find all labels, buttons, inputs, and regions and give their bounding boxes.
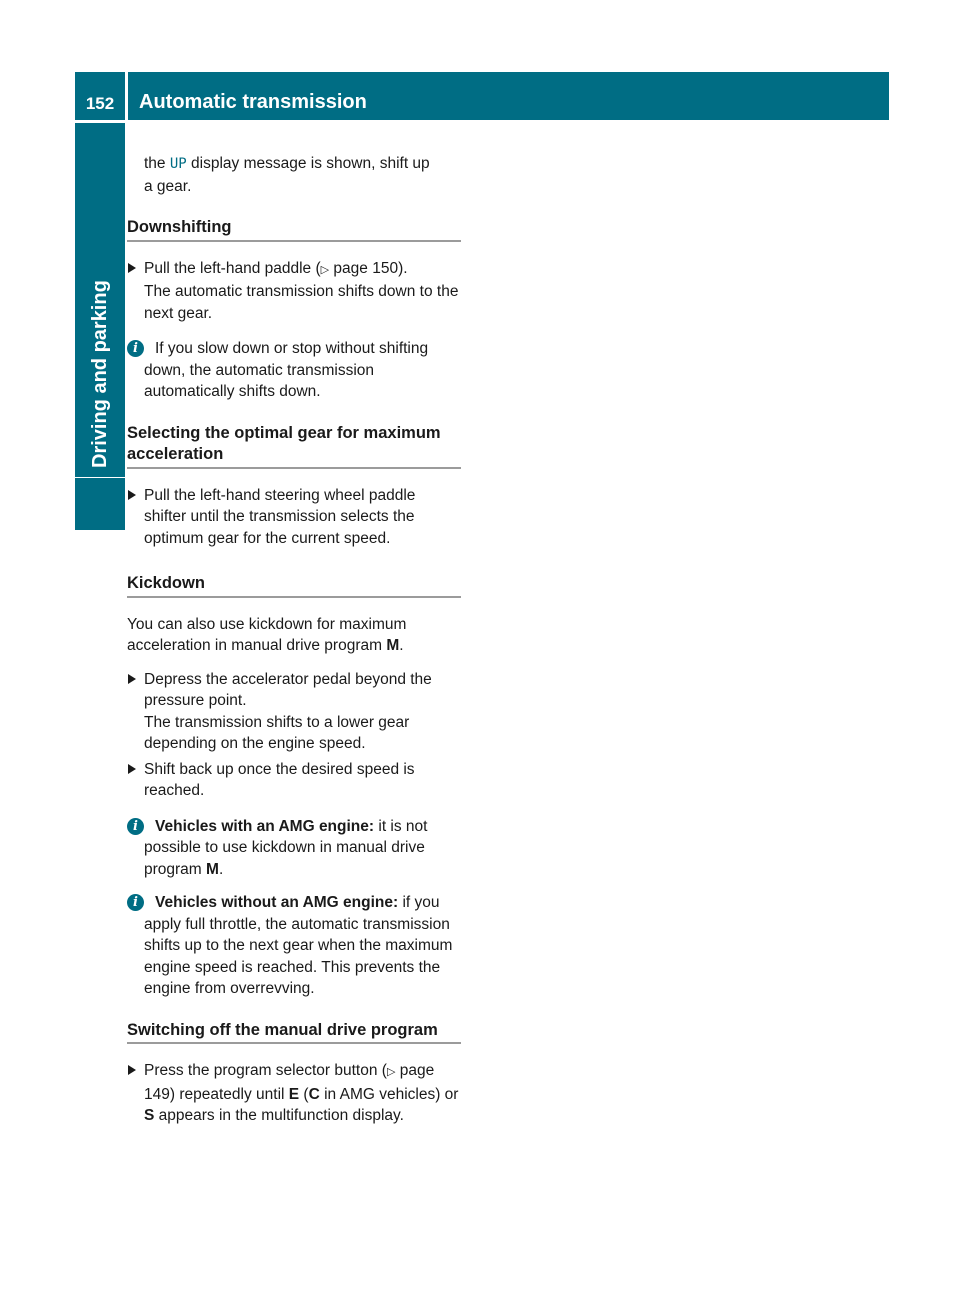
step-arrow-icon	[128, 764, 136, 774]
step-kickdown-depress: Depress the accelerator pedal beyond the pressure point. The transmission shifts to a lower gear depending on the engine speed.	[127, 669, 461, 755]
step-arrow-icon	[128, 490, 136, 500]
heading-downshifting: Downshifting	[127, 217, 461, 242]
kickdown-intro: You can also use kickdown for maximum acceleration in manual drive program M.	[127, 615, 407, 654]
page-title: Automatic transmission	[128, 72, 889, 120]
step-arrow-icon	[128, 674, 136, 684]
step-optimal-gear: Pull the left-hand steering wheel paddle shifter until the transmission selects the optimum gear for the current speed.	[127, 485, 461, 550]
step-downshift: Pull the left-hand paddle (▷ page 150). The automatic transmission shifts down to the next gear.	[127, 258, 461, 325]
step-kickdown-shift-back: Shift back up once the desired speed is reached.	[127, 759, 461, 802]
note-amg-engine: i Vehicles with an AMG engine: it is not possible to use kickdown in manual drive program M.	[127, 816, 461, 881]
info-icon: i	[127, 340, 144, 357]
heading-switching-off: Switching off the manual drive program	[127, 1020, 461, 1045]
section-tab-label: Driving and parking	[89, 280, 111, 468]
info-icon: i	[127, 894, 144, 911]
step-arrow-icon	[128, 263, 136, 273]
page-ref-icon: ▷	[320, 263, 330, 276]
section-tab	[75, 123, 125, 477]
note-downshift: i If you slow down or stop without shifting down, the automatic transmission automatically shifts down.	[127, 338, 461, 403]
intro-paragraph: the UP display message is shown, shift up a gear.	[144, 155, 430, 195]
up-display-message: UP	[169, 156, 187, 172]
step-switch-off: Press the program selector button (▷ page 149) repeatedly until E (C in AMG vehicles) or S appears in the multifunction display.	[127, 1060, 461, 1127]
page-ref-icon: ▷	[386, 1066, 396, 1078]
heading-optimal-gear: Selecting the optimal gear for maximum acceleration	[127, 423, 461, 469]
page-number: 152	[75, 72, 125, 120]
section-tab-block	[75, 478, 125, 530]
info-icon: i	[127, 818, 144, 835]
main-content	[127, 153, 461, 1131]
note-non-amg-engine: i Vehicles without an AMG engine: if you apply full throttle, the automatic transmission shifts up to the next gear when the maximum engine speed is reached. This prevents the engine from overrevving.	[127, 892, 461, 1000]
step-arrow-icon	[128, 1065, 136, 1075]
heading-kickdown: Kickdown	[127, 573, 461, 598]
